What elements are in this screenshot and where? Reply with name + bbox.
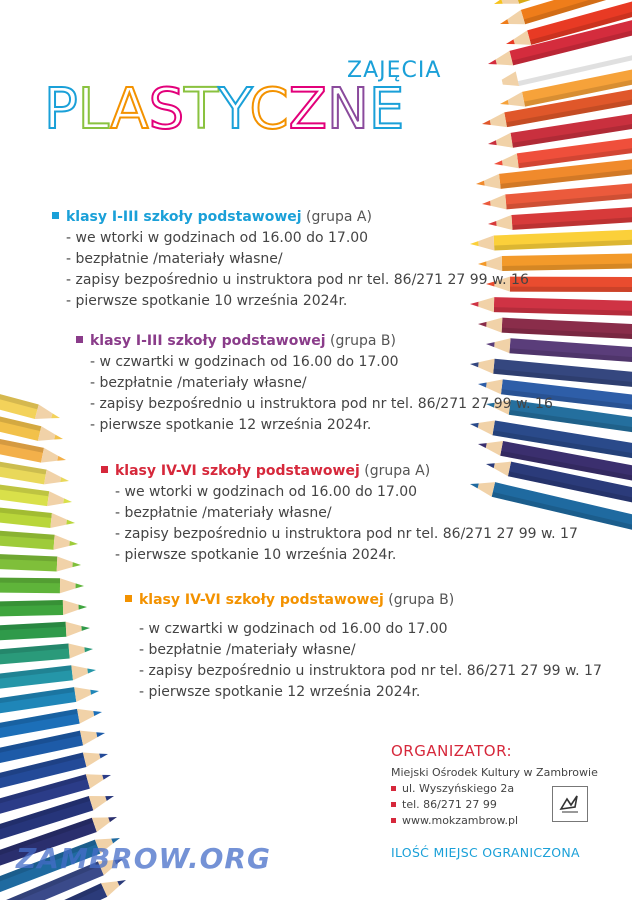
organizer-title: ORGANIZATOR: <box>391 742 513 760</box>
title-zajecia: ZAJĘCIA <box>347 58 442 83</box>
title-letter: A <box>110 77 149 142</box>
group-heading <box>125 590 602 611</box>
title-letter: T <box>184 77 219 142</box>
group-label: (grupa B) <box>383 592 455 608</box>
limited-places-notice: ILOŚĆ MIEJSC OGRANICZONA <box>391 845 580 860</box>
detail-item: - bezpłatnie /materiały własne/ <box>90 375 307 391</box>
group-label: (grupa A) <box>359 463 431 479</box>
group-label: (grupa B) <box>325 333 396 349</box>
mok-logo-icon <box>552 786 588 822</box>
title-letter: C <box>249 77 289 142</box>
group-label: (grupa A) <box>301 209 372 225</box>
organizer-web[interactable]: www.mokzambrow.pl <box>391 814 598 827</box>
pencil <box>0 575 84 593</box>
group-1-3-a <box>52 207 529 312</box>
detail-item: - pierwsze spotkanie 10 września 2024r. <box>66 293 348 309</box>
group-heading <box>101 461 578 482</box>
detail-item: - w czwartki w godzinach od 16.00 do 17.00 <box>90 354 399 370</box>
group-title: klasy IV-VI szkoły podstawowej <box>139 592 384 608</box>
group-details <box>125 619 602 703</box>
title-letter: P <box>44 77 78 142</box>
detail-item: - bezpłatnie /materiały własne/ <box>139 642 356 658</box>
detail-item: - pierwsze spotkanie 12 września 2024r. <box>90 417 372 433</box>
title-letter: L <box>77 77 111 142</box>
detail-item: - bezpłatnie /materiały własne/ <box>66 251 283 267</box>
group-title: klasy I-III szkoły podstawowej <box>90 333 326 349</box>
pencil <box>0 327 62 425</box>
watermark: ZAMBROW.ORG <box>16 842 271 875</box>
title-letter: Z <box>288 77 327 142</box>
group-heading <box>76 331 553 352</box>
organizer-name: Miejski Ośrodek Kultury w Zambrowie <box>391 766 598 779</box>
pencil <box>0 600 87 622</box>
detail-item: - zapisy bezpośrednio u instruktora pod nr tel. 86/271 27 99 w. 16 <box>90 396 553 412</box>
organizer-address: ul. Wyszyńskiego 2a <box>391 782 598 795</box>
bullet-icon <box>391 802 396 807</box>
square-bullet-icon <box>52 212 59 219</box>
square-bullet-icon <box>101 466 108 473</box>
detail-item: - zapisy bezpośrednio u instruktora pod nr tel. 86/271 27 99 w. 16 <box>66 272 529 288</box>
title-plastyczne <box>44 77 405 142</box>
square-bullet-icon <box>76 336 83 343</box>
detail-item: - w czwartki w godzinach od 16.00 do 17.00 <box>139 621 448 637</box>
bullet-icon <box>391 786 396 791</box>
bullet-icon <box>391 818 396 823</box>
group-details <box>76 352 553 436</box>
detail-item: - we wtorki w godzinach od 16.00 do 17.00 <box>115 484 418 500</box>
group-4-6-b <box>125 590 602 703</box>
group-heading <box>52 207 529 228</box>
group-4-6-a <box>101 461 578 566</box>
detail-item: - we wtorki w godzinach od 16.00 do 17.00 <box>66 230 369 246</box>
title-letter: Y <box>218 77 250 142</box>
group-title: klasy I-III szkoły podstawowej <box>66 209 302 225</box>
detail-item: - pierwsze spotkanie 10 września 2024r. <box>115 547 397 563</box>
title-letter: S <box>148 77 185 142</box>
detail-item: - zapisy bezpośrednio u instruktora pod nr tel. 86/271 27 99 w. 17 <box>115 526 578 542</box>
group-title: klasy IV-VI szkoły podstawowej <box>115 463 360 479</box>
group-1-3-b <box>76 331 553 436</box>
detail-item: - zapisy bezpośrednio u instruktora pod nr tel. 86/271 27 99 w. 17 <box>139 663 602 679</box>
title-letter: N <box>326 77 369 142</box>
detail-item: - bezpłatnie /materiały własne/ <box>115 505 332 521</box>
group-details <box>52 228 529 312</box>
organizer-phone: tel. 86/271 27 99 <box>391 798 598 811</box>
detail-item: - pierwsze spotkanie 12 września 2024r. <box>139 684 421 700</box>
title-letter: E <box>368 77 405 142</box>
group-details <box>101 482 578 566</box>
square-bullet-icon <box>125 595 132 602</box>
